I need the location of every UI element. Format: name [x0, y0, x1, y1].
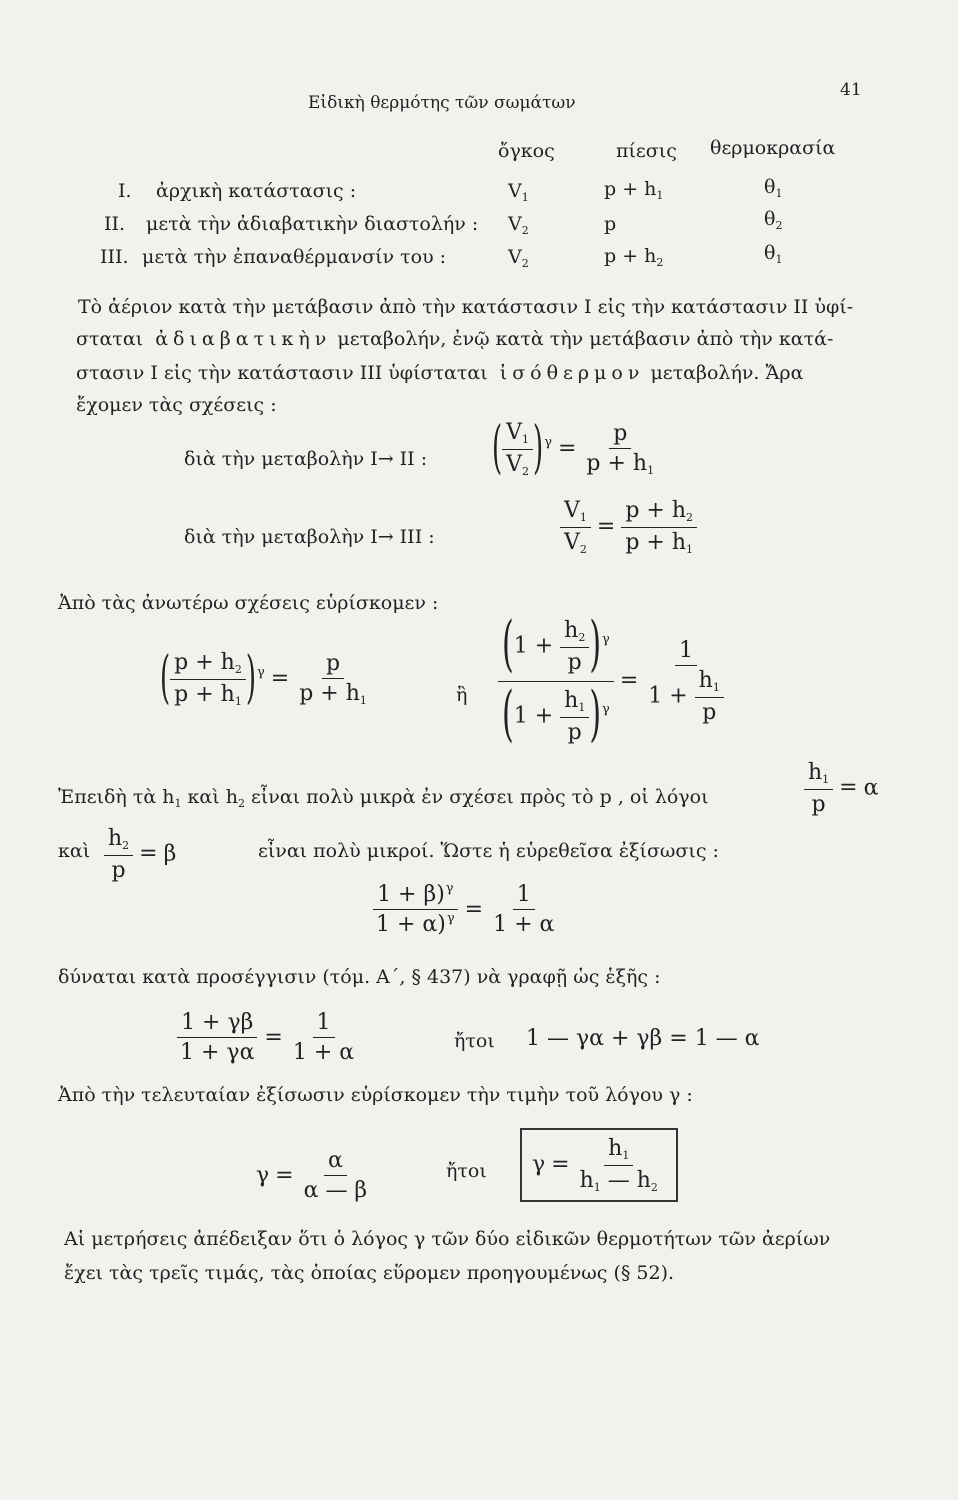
paragraph-line: Ἀπὸ τὰς ἀνωτέρω σχέσεις εὑρίσκομεν : — [58, 592, 439, 614]
paragraph-line: ἔχομεν τὰς σχέσεις : — [76, 394, 277, 416]
beta-definition: $\frac{h_2}{p}$ = β — [104, 826, 176, 883]
conjunction-itoi: ἤτοι — [446, 1160, 487, 1182]
equation-isothermal: $\frac{V_1}{V_2}$ = $\frac{p + h_2}{p + h_1}$ — [560, 498, 697, 556]
page-number: 41 — [840, 80, 862, 100]
book-page: Εἰδικὴ θερμότης τῶν σωμάτων 41 ὄγκος πίεσις θερμοκρασία I. ἀρχικὴ κατάστασις : $V_1$ $p + h_1$ $\theta_1$ II. μετὰ τὴν ἀδιαβατικὴν διαστολήν : $V_2$ p $\theta_2$ III. μετὰ τὴν ἐπαναθέρμανσίν του : $V_2$ $p + h_2$ $\theta_1$ Τὸ ἀέριον κατὰ τὴν μετάβασιν ἀπὸ τὴν κατάστασιν I εἰς τὴν κατάστασιν II ὑφί- σταται ἀδιαβατικὴν μεταβολήν, ἐνῷ κατὰ τὴν μετάβασιν ἀπὸ τὴν κατά- στασιν I εἰς τὴν κατάστασιν III ὑφίσταται ἰσόθερμον μεταβολήν. Ἄρα ἔχομεν τὰς σχέσεις : διὰ τὴν μεταβολὴν I→ II : ( $\frac{V_1}{V_2}$ )$^\gamma$ = $\frac{p}{p + h_1}$ διὰ τὴν μεταβολὴν I→ III : $\frac{V_1}{V_2}$ = $\frac{p + h_2}{p + h_1}$ Ἀπὸ τὰς ἀνωτέρω σχέσεις εὑρίσκομεν : ( $\frac{p + h_2}{p + h_1}$ )$^\gamma$ = $\frac{p}{p + h_1}$ ἢ (1 + $\frac{h_2}{p}$ )$^\gamma$ (1 + $\frac{h_1}{p}$ )$^\gamma$ = 1 1 + $\frac{h_1}{p}$ Ἐπειδὴ τὰ $h_1$ καὶ $h_2$ εἶναι πολὺ μικρὰ ἐν σχέσει πρὸς τὸ p , οἱ λόγοι $\frac{h_1}{p}$ = α καὶ $\frac{h_2}{p}$ = β εἶναι πολὺ μικροί. Ὥστε ἡ εὑρεθεῖσα ἐξίσωσις : $\frac{1 + \beta)^\gamma}{1 + \alpha)^\gamma}$ = $\frac{1}{1 + \alpha}$ δύναται κατὰ προσέγγισιν (τόμ. Α΄, § 437) νὰ γραφῇ ὡς ἑξῆς : $\frac{1 + \gamma\beta}{1 + \gamma\alpha}$ = $\frac{1}{1 + \alpha}$ ἤτοι 1 — γα + γβ = 1 — α Ἀπὸ τὴν τελευταίαν ἐξίσωσιν εὑρίσκομεν τὴν τιμὴν τοῦ λόγου γ : γ = $\frac{\alpha}{\alpha — \beta}$ ἤτοι γ = $\frac{h_1}{h_1 — h_2}$ Αἱ μετρήσεις ἀπέδειξαν ὅτι ὁ λόγος γ τῶν δύο εἰδικῶν θερμοτήτων τῶν ἀερίων ἔχει τὰς τρεῖς τιμάς, τὰς ὁποίας εὕρομεν προηγουμένως (§ 52). — [58, 80, 879, 1284]
column-header-volume: ὄγκος — [498, 140, 555, 162]
equation-adiabatic: ( $\frac{V_1}{V_2}$ )$^\gamma$ = $\frac{p}{p + h_1}$ — [492, 416, 655, 483]
paragraph-line: εἶναι πολὺ μικροί. Ὥστε ἡ εὑρεθεῖσα ἐξίσωσις : — [258, 840, 719, 862]
paragraph-line: δύναται κατὰ προσέγγισιν (τόμ. Α΄, § 437) νὰ γραφῇ ὡς ἑξῆς : — [58, 966, 661, 988]
paragraph-line: Τὸ ἀέριον κατὰ τὴν μετάβασιν ἀπὸ τὴν κατάστασιν I εἰς τὴν κατάστασιν II ὑφί- — [78, 296, 854, 318]
paragraph-line: Ἐπειδὴ τὰ $h_1$ καὶ $h_2$ εἶναι πολὺ μικρὰ ἐν σχέσει πρὸς τὸ p , οἱ λόγοι — [58, 786, 709, 810]
column-header-pressure: πίεσις — [616, 140, 677, 162]
boxed-result: γ = $\frac{h_1}{h_1 — h_2}$ — [520, 1128, 678, 1202]
equation-combined: ( $\frac{p + h_2}{p + h_1}$ )$^\gamma$ = $\frac{p}{p + h_1}$ — [160, 646, 367, 713]
conjunction-itoi: ἤτοι — [454, 1030, 495, 1052]
relation-label: διὰ τὴν μεταβολὴν I→ II : — [184, 448, 428, 470]
paragraph-line: ἔχει τὰς τρεῖς τιμάς, τὰς ὁποίας εὕρομεν προηγουμένως (§ 52). — [64, 1262, 675, 1284]
paragraph-line: Ἀπὸ τὴν τελευταίαν ἐξίσωσιν εὑρίσκομεν τὴν τιμὴν τοῦ λόγου γ : — [58, 1084, 693, 1106]
equation-alpha-beta: $\frac{1 + \beta)^\gamma}{1 + \alpha)^\gamma}$ = $\frac{1}{1 + \alpha}$ — [372, 882, 558, 938]
alpha-definition: $\frac{h_1}{p}$ = α — [804, 760, 878, 817]
conjunction-or: ἢ — [456, 684, 468, 706]
equation-linear: 1 — γα + γβ = 1 — α — [526, 1026, 760, 1051]
paragraph-line: Αἱ μετρήσεις ἀπέδειξαν ὅτι ὁ λόγος γ τῶν δύο εἰδικῶν θερμοτήτων τῶν ἀερίων — [64, 1228, 831, 1250]
paragraph-line: καὶ — [58, 840, 91, 862]
equation-approximation: $\frac{1 + \gamma\beta}{1 + \gamma\alpha}$ = $\frac{1}{1 + \alpha}$ — [176, 1010, 358, 1066]
equation-gamma: γ = $\frac{\alpha}{\alpha — \beta}$ — [256, 1148, 368, 1204]
column-header-temperature: θερμοκρασία — [710, 137, 836, 159]
relation-label: διὰ τὴν μεταβολὴν I→ III : — [184, 526, 435, 548]
paragraph-line: στασιν I εἰς τὴν κατάστασιν III ὑφίσταται ἰσόθερμον μεταβολήν. Ἄρα — [76, 362, 804, 384]
running-header: Εἰδικὴ θερμότης τῶν σωμάτων — [308, 93, 576, 113]
paragraph-line: σταται ἀδιαβατικὴν μεταβολήν, ἐνῷ κατὰ τὴν μετάβασιν ἀπὸ τὴν κατά- — [76, 328, 834, 350]
equation-normalized: (1 + $\frac{h_2}{p}$ )$^\gamma$ (1 + $\frac{h_1}{p}$ )$^\gamma$ = 1 1 + $\frac{h_1}{p}$ — [498, 618, 728, 745]
